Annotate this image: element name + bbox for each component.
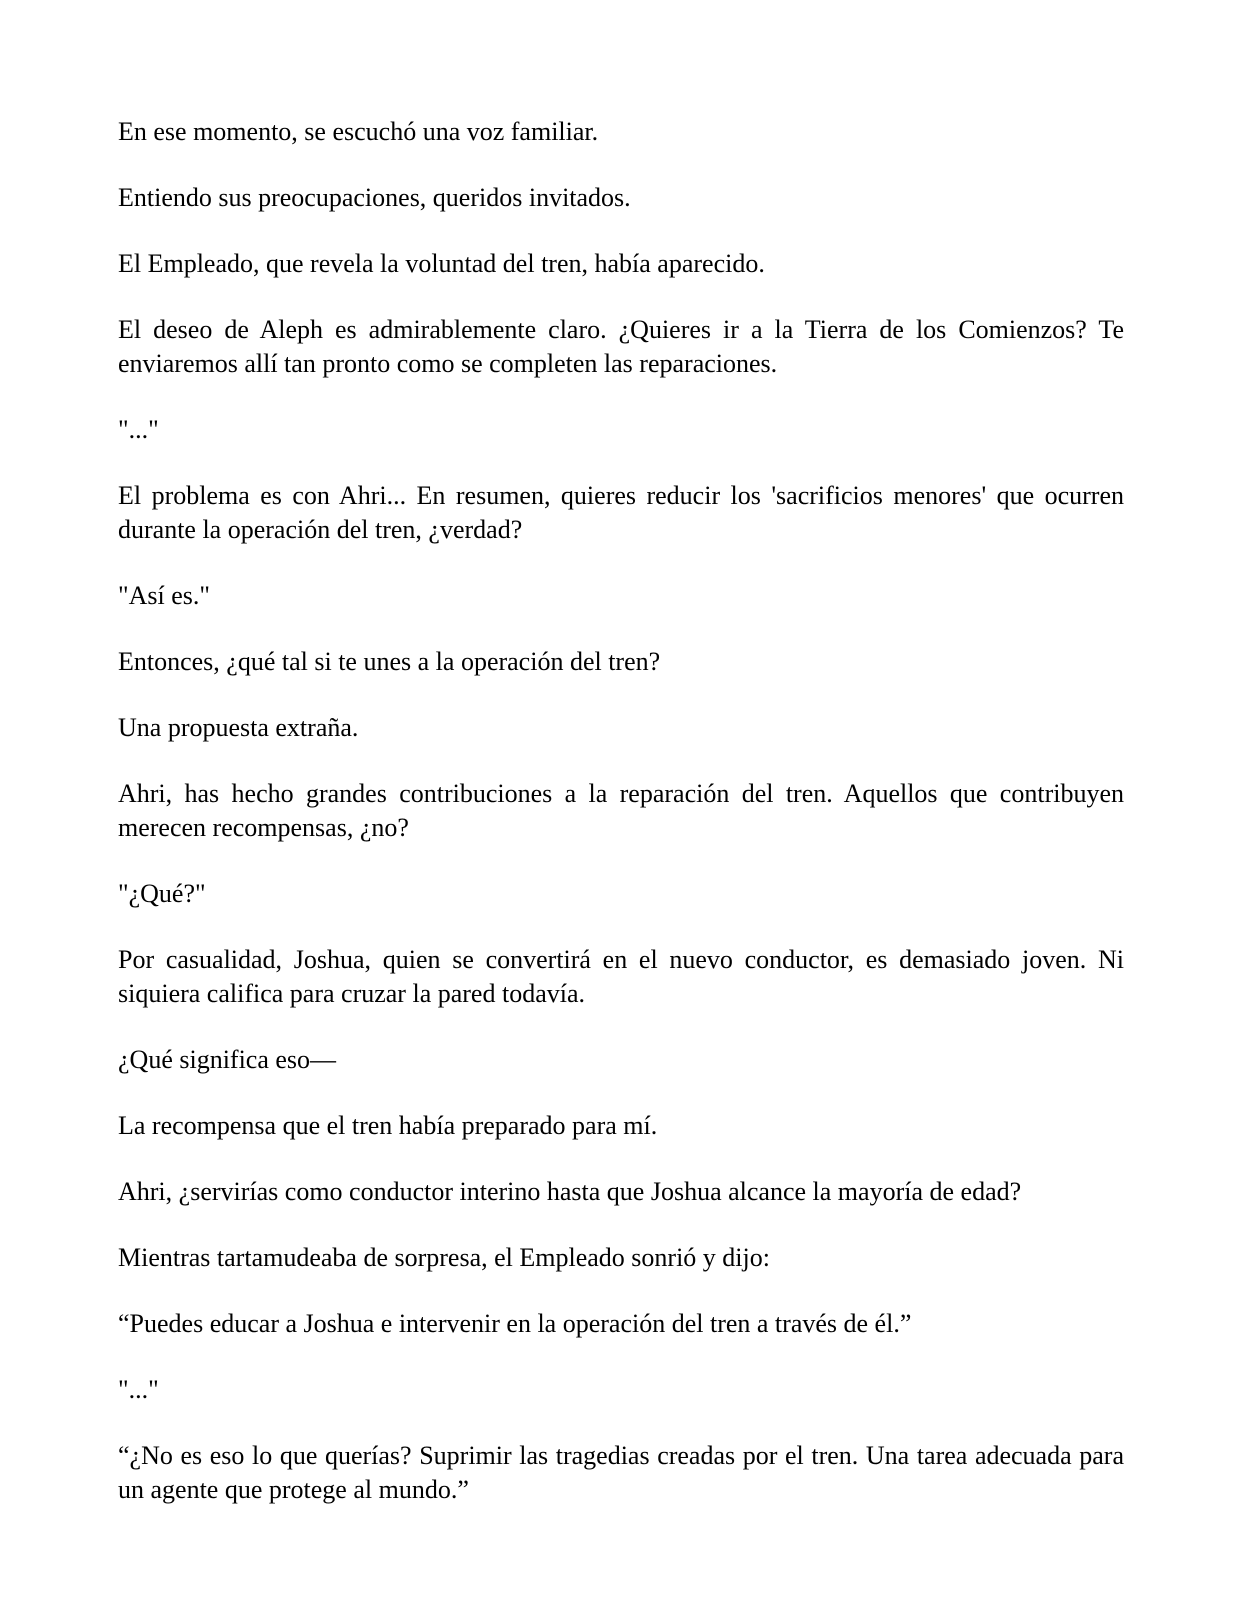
- paragraph-12: Por casualidad, Joshua, quien se convertirá en el nuevo conductor, es demasiado joven. Ni siquiera califica para cruzar la pared todavía.: [118, 945, 1124, 1008]
- paragraph-15: Ahri, ¿servirías como conductor interino hasta que Joshua alcance la mayoría de edad?: [118, 1177, 1022, 1206]
- paragraph-18: "...": [118, 1375, 159, 1404]
- paragraph-1: En ese momento, se escuchó una voz familiar.: [118, 117, 599, 146]
- paragraph-13: ¿Qué significa eso—: [118, 1045, 337, 1074]
- paragraph-11: "¿Qué?": [118, 879, 206, 908]
- document-body: [118, 115, 1124, 1507]
- paragraph-6: El problema es con Ahri... En resumen, quieres reducir los 'sacrificios menores' que ocurren durante la operación del tren, ¿verdad?: [118, 481, 1124, 544]
- paragraph-16: Mientras tartamudeaba de sorpresa, el Empleado sonrió y dijo:: [118, 1243, 770, 1272]
- paragraph-17: “Puedes educar a Joshua e intervenir en la operación del tren a través de él.”: [118, 1309, 912, 1338]
- paragraph-5: "...": [118, 415, 159, 444]
- paragraph-10: Ahri, has hecho grandes contribuciones a la reparación del tren. Aquellos que contribuyen merecen recompensas, ¿no?: [118, 779, 1124, 842]
- paragraph-7: "Así es.": [118, 581, 211, 610]
- paragraph-9: Una propuesta extraña.: [118, 713, 359, 742]
- paragraph-14: La recompensa que el tren había preparado para mí.: [118, 1111, 658, 1140]
- paragraph-2: Entiendo sus preocupaciones, queridos invitados.: [118, 183, 631, 212]
- paragraph-8: Entonces, ¿qué tal si te unes a la operación del tren?: [118, 647, 661, 676]
- paragraph-19: “¿No es eso lo que querías? Suprimir las tragedias creadas por el tren. Una tarea adecuada para un agente que protege al mundo.”: [118, 1441, 1124, 1504]
- paragraph-4: El deseo de Aleph es admirablemente claro. ¿Quieres ir a la Tierra de los Comienzos? Te enviaremos allí tan pronto como se completen las reparaciones.: [118, 315, 1124, 378]
- paragraph-3: El Empleado, que revela la voluntad del tren, había aparecido.: [118, 249, 765, 278]
